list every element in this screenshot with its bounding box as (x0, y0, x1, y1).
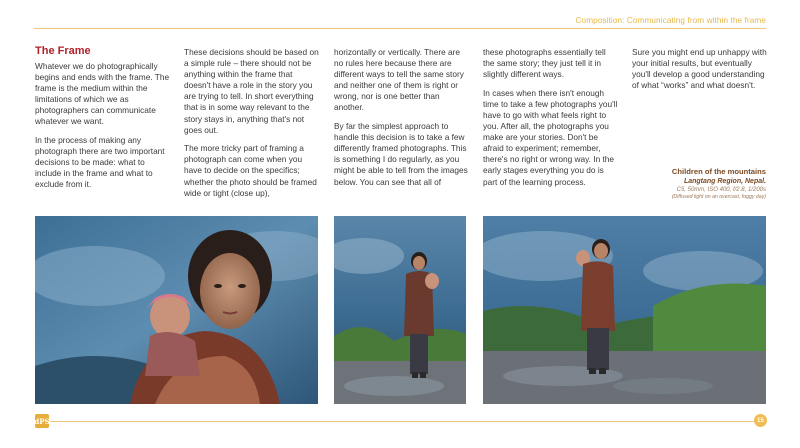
paragraph: These decisions should be based on a simple rule – there should not be anything within the frame that doesn't have a role in the story you are trying to tell. In short everything that is in some way relevant to the story stays in, anything that's not goes out. (184, 47, 319, 135)
text-column-3 (334, 47, 470, 195)
section-title: The Frame (35, 45, 91, 57)
caption-light-note: (Diffused light on an overcast, foggy day) (671, 194, 766, 200)
paragraph: In the process of making any photograph there are two important decisions to be made: what to include in the frame and what to exclude from it. (35, 135, 165, 190)
paragraph: horizontally or vertically. There are no rules here because there are different ways to tell the same story and neither one of them is right or wrong, nor is one better than another. (334, 47, 464, 113)
caption-title: Children of the mountains (671, 167, 766, 176)
text-column-2 (184, 47, 320, 206)
text-column-1 (35, 45, 171, 198)
photo-vertical (334, 216, 466, 404)
running-header: Composition: Communicating from within the frame (575, 16, 766, 25)
paragraph: Sure you might end up unhappy with your initial results, but eventually you'll develop a good understanding of what “works” and what doesn't. (632, 47, 767, 91)
paragraph: The more tricky part of framing a photograph can come when you have to decide on the specifics; whether the photo should be framed wide or tight (close up), (184, 143, 317, 198)
paragraph: Whatever we do photographically begins and ends with the frame. The frame is the medium within the limitations of which we as photographers can communicate whatever we want. (35, 61, 170, 127)
text-column-5 (632, 47, 768, 99)
caption-place: Langtang Region, Nepal. (683, 178, 766, 185)
photo-wide (483, 216, 766, 404)
footer-divider (50, 421, 754, 422)
caption-camera-settings: C5, 50mm, ISO 400, f/2.8, 1/200s (676, 187, 766, 193)
paragraph: By far the simplest approach to handle this decision is to take a few differently framed photographs. This is something I do regularly, as you might be able to tell from the images below. You can see that all of (334, 121, 468, 187)
paragraph: In cases when there isn't enough time to take a few photographs you'll have to go with what feels right to you. After all, the photographs you make are your stories. Don't be afraid to experiment; remember, there's no right or wrong way. In the early stages everything you do is part of the learning process. (483, 87, 618, 187)
photo-caption (632, 167, 766, 201)
paragraph: these photographs essentially tell the same story; they just tell it in slightly different ways. (483, 47, 606, 80)
dps-logo: dPS (35, 414, 49, 428)
photo-close-up (35, 216, 318, 404)
header-divider (34, 28, 766, 29)
text-column-4 (483, 47, 619, 195)
page-number: 15 (754, 414, 767, 427)
